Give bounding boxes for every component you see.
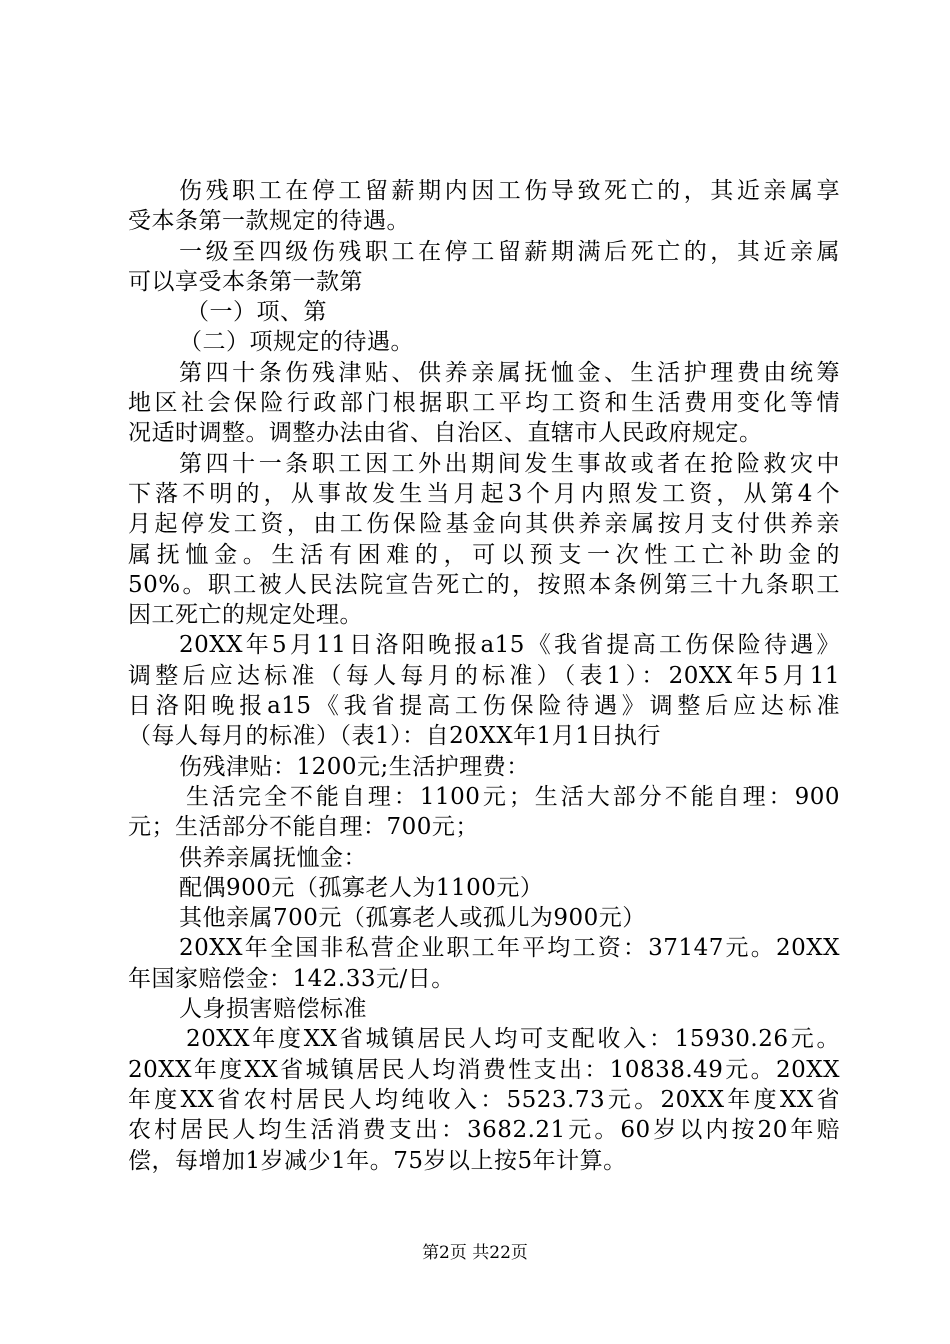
text-line: 受本条第一款规定的待遇。	[128, 208, 410, 235]
text-line: 偿，每增加1岁减少1年。75岁以上按5年计算。	[128, 1147, 627, 1174]
text-line: 可以享受本条第一款第	[128, 268, 363, 295]
text-line: 日洛阳晚报a15《我省提高工伤保险待遇》调整后应达标准	[128, 693, 840, 720]
text-line: 下落不明的，从事故发生当月起3个月内照发工资，从第4个	[128, 480, 840, 507]
text-line: 一级至四级伤残职工在停工留薪期满后死亡的，其近亲属	[179, 238, 840, 265]
document-body	[128, 176, 840, 1176]
text-line: 调整后应达标准（每人每月的标准）（表1）：20XX年5月11	[128, 662, 840, 689]
text-line: 第四十一条职工因工外出期间发生事故或者在抢险救灾中	[179, 450, 840, 477]
text-line: 况适时调整。调整办法由省、自治区、直辖市人民政府规定。	[128, 420, 763, 447]
text-line: 年度XX省农村居民人均纯收入：5523.73元。20XX年度XX省	[128, 1086, 840, 1113]
text-line: （二）项规定的待遇。	[179, 329, 414, 356]
text-line: 供养亲属抚恤金：	[179, 844, 367, 871]
text-line: 地区社会保险行政部门根据职工平均工资和生活费用变化等情	[128, 390, 840, 417]
text-line: 农村居民人均生活消费支出：3682.21元。60岁以内按20年赔	[128, 1117, 840, 1144]
text-line: 年国家赔偿金：142.33元/日。	[128, 965, 455, 992]
text-line: 生活完全不能自理：1100元；生活大部分不能自理：900	[186, 783, 840, 810]
text-line: （一）项、第	[186, 299, 327, 326]
text-line: 20XX年度XX省城镇居民人均可支配收入：15930.26元。	[186, 1026, 840, 1053]
page-number-footer: 第2页 共22页	[422, 1243, 528, 1263]
text-line: 配偶900元（孤寡老人为1100元）	[179, 874, 544, 901]
text-line: 月起停发工资，由工伤保险基金向其供养亲属按月支付供养亲	[128, 511, 840, 538]
text-line: 20XX年全国非私营企业职工年平均工资：37147元。20XX	[179, 935, 840, 962]
text-line: 其他亲属700元（孤寡老人或孤儿为900元）	[179, 905, 646, 932]
text-line: 20XX年度XX省城镇居民人均消费性支出：10838.49元。20XX	[128, 1056, 840, 1083]
text-line: 属抚恤金。生活有困难的，可以预支一次性工亡补助金的	[128, 541, 840, 568]
text-line: 元；生活部分不能自理：700元；	[128, 814, 479, 841]
text-line: 因工死亡的规定处理。	[128, 602, 363, 629]
text-line: 50%。职工被人民法院宣告死亡的，按照本条例第三十九条职工	[128, 571, 840, 598]
text-line: 第四十条伤残津贴、供养亲属抚恤金、生活护理费由统筹	[179, 359, 840, 386]
text-line: 人身损害赔偿标准	[179, 996, 367, 1023]
text-line: （每人每月的标准）（表1）：自20XX年1月1日执行	[128, 723, 661, 750]
text-line: 伤残职工在停工留薪期内因工伤导致死亡的，其近亲属享	[179, 178, 840, 204]
text-line: 20XX年5月11日洛阳晚报a15《我省提高工伤保险待遇》	[179, 632, 840, 659]
text-line: 伤残津贴：1200元;生活护理费：	[179, 753, 530, 780]
